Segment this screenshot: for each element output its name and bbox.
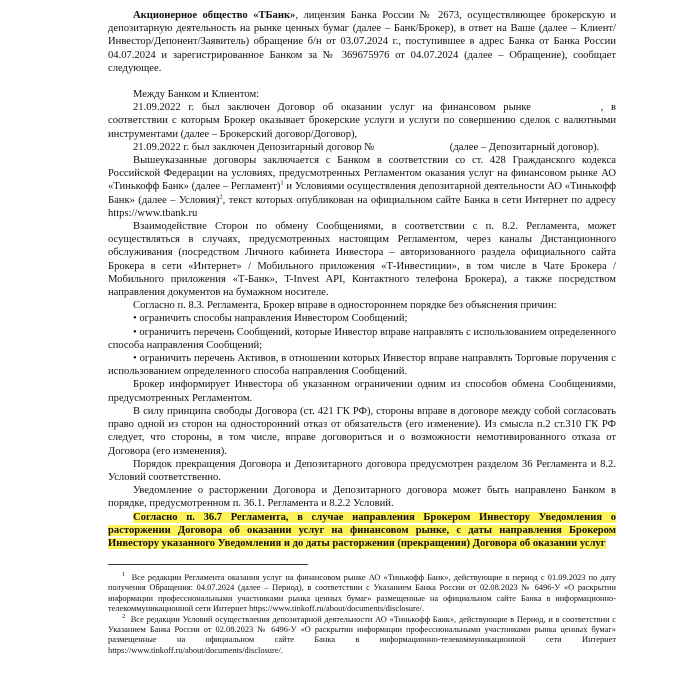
footnote-1	[108, 573, 616, 615]
footnote-ref-2: 2	[219, 193, 223, 201]
inform-paragraph: Брокер информирует Инвестора об указанном ограничении одним из способов обмена Сообщениями, предусмотренных Регламентом.	[108, 379, 616, 404]
termination-paragraph: Порядок прекращения Договора и Депозитарного договора предусмотрен разделом 36 Регламента и 8.2. Условий соответственно.	[108, 458, 616, 483]
right-paragraph: Согласно п. 8.3. Регламента, Брокер вправе в одностороннем порядке без объяснения причин:	[133, 300, 557, 312]
concluded-text-a: Вышеуказанные договоры заключается с Банком в соответствии со ст. 428 Гражданского кодекса Российской Федерации на условиях, предусмотренных Регламентом оказания услуг на финансовом рынке АО «Тинькофф Банк» (далее – Регламент)	[108, 155, 616, 193]
between-paragraph: Между Банком и Клиентом:	[133, 89, 260, 101]
bank-name: Акционерное общество «ТБанк»	[133, 10, 296, 21]
contract2-paragraph	[108, 141, 616, 154]
contract1-text-b: , в соответствии с которым Брокер оказывает брокерские услуги и услуги по совершению сделок с валютными инструментами (далее – Брокерский договор/Договор),	[108, 102, 616, 140]
highlighted-paragraph	[108, 511, 616, 551]
freedom-paragraph: В силу принципа свободы Договора (ст. 421 ГК РФ), стороны вправе в договоре между собой согласовать право одной из сторон на односторонний отказ от обязательств (его изменение). Из смысла п.2 ст.310 ГК РФ следует, что стороны, в том числе, вправе договориться и о возможности немотивированного отказа от Договора (его изменения).	[108, 405, 616, 457]
concluded-paragraph	[108, 154, 616, 220]
footnote-1-text: Все редакции Регламента оказания услуг на финансовом рынке АО «Тинькофф Банк», действующие в период с 01.09.2023 по дату получения Обращения: 04.07.2024 (далее – Период), в соответствии с Указанием Банка России от 02.08.2023 № 6496-У «О раскрытии информации профессиональными участниками рынка ценных бумаг» размещенные на официальном сайте Банка в информационно-телекоммуникационной сети Интернет https://www.tinkoff.ru/about/documents/disclosure/.	[108, 573, 616, 614]
footnote-1-mark: 1	[122, 571, 126, 579]
intro-text: , лицензия Банка России № 2673, осуществляющее брокерскую и депозитарную деятельность на рынке ценных бумаг (далее – Банк/Брокер), в ответ на Ваше (далее – Клиент/Инвестор/Депонент/Заявитель) обращение б/н от 03.07.2024 г., поступившее в адрес Банка от Банка России 04.07.2024 и зарегистрированное Банком за № 369675976 от 04.07.2024 (далее – Обращение), сообщает следующее.	[108, 10, 616, 74]
intro-paragraph	[108, 9, 616, 75]
concluded-text-b: и Условиями осуществления депозитарной деятельности АО «Тинькофф Банк» (далее – Условия)	[108, 181, 617, 206]
footnote-separator	[108, 564, 308, 565]
contract1-text-a: 21.09.2022 г. был заключен Договор об оказании услуг на финансовом рынке	[133, 102, 531, 114]
bullet-1: • ограничить способы направления Инвестором Сообщений;	[133, 313, 408, 325]
bullet-3: • ограничить перечень Активов, в отношении которых Инвестор вправе направлять Торговые поручения с использованием определенного способа направления Сообщений.	[108, 353, 616, 378]
footnote-2-mark: 2	[122, 612, 126, 620]
interaction-paragraph: Взаимодействие Сторон по обмену Сообщениями, в соответствии с п. 8.2. Регламента, может осуществляться в случаях, предусмотренных настоящим Регламентом, через каналы Дистанционного обслуживания (посредством Личного кабинета Инвестора – авторизованного раздела официального сайта Брокера в сети «Интернет» / Мобильного приложения «Т-Инвестиции», в том числе в Чате Брокера / Мобильного приложения «Т-Банк», T-Invest API, Контактного телефона Брокера), а также посредством направления документов на бумажном носителе.	[108, 221, 616, 299]
footnote-2	[108, 612, 616, 657]
highlighted-text: Согласно п. 36.7 Регламента, в случае направления Брокером Инвестору Уведомления о расторжении Договора об оказании услуг на финансовом рынке, с даты направления Брокером Инвестору указанного Уведомления и до даты расторжения (прекращения) Договора об оказании услуг	[108, 511, 616, 549]
notice-paragraph: Уведомление о расторжении Договора и Депозитарного договора может быть направлено Банком в порядке, предусмотренном п. 36.1. Регламента и 8.2.2 Условий.	[108, 485, 616, 510]
footnote-2-text: Все редакции Условий осуществления депозитарной деятельности АО «Тинькофф Банк», действующие в Период, и в соответствии с Указанием Банка России от 02.08.2023 № 6496-У «О раскрытии информации профессиональными участниками рынка ценных бумаг» размещенные на официальном сайте Банка в информационно-телекоммуникационной сети Интернет https://www.tinkoff.ru/about/documents/disclosure/.	[108, 614, 616, 655]
footnote-ref-1: 1	[280, 179, 284, 187]
footnotes	[108, 573, 616, 656]
contract1-paragraph	[108, 101, 616, 141]
contract2-text-b: (далее – Депозитарный договор).	[449, 141, 600, 153]
bullet-2: • ограничить перечень Сообщений, которые Инвестор вправе направлять с использованием определенного способа направления Сообщений;	[108, 326, 616, 351]
concluded-text-c: , текст которых опубликован на официальном сайте Банка в сети Интернет по адресу https://www.tbank.ru	[108, 194, 616, 219]
letter-body	[108, 9, 616, 550]
contract2-text-a: 21.09.2022 г. был заключен Депозитарный договор №	[133, 141, 375, 153]
